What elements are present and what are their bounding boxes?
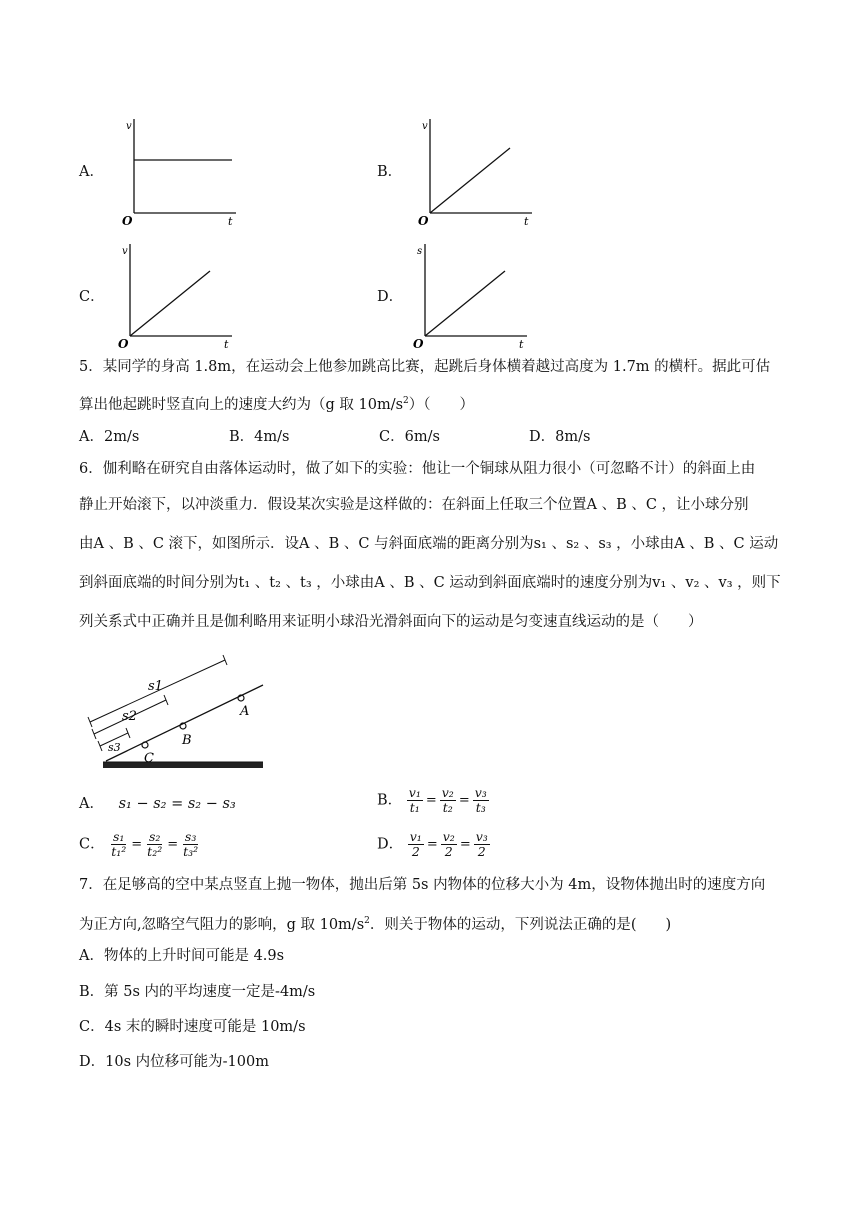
q6-point-b: B <box>182 733 192 748</box>
q4-b-yaxis: v <box>422 121 428 132</box>
q4-a-origin: O <box>122 214 133 227</box>
q4-option-c-label: C． <box>79 289 105 305</box>
q7-option-d: D．10s 内位移可能为-100m <box>79 1054 269 1070</box>
q6-point-a: A <box>240 704 250 719</box>
q4-b-xaxis: t <box>524 215 529 227</box>
q5-option-b: B．4m/s <box>229 429 290 445</box>
q6-point-c: C <box>144 751 154 766</box>
q7-stem-line2: 为正方向,忽略空气阻力的影响，g 取 $10m/s^2$．则关于物体的运动，下列说法正确的是( ) <box>79 916 672 933</box>
q4-c-yaxis: v <box>122 246 128 257</box>
q6-incline-figure <box>78 650 278 780</box>
q6-s1-label: s1 <box>148 679 163 694</box>
q6-ground <box>103 762 263 768</box>
q5-option-a: A．2m/s <box>79 429 140 445</box>
q4-graph-d <box>403 240 533 352</box>
q4-b-line <box>430 148 510 213</box>
q6-option-d: D． $\frac{\text{v₁}}{2}$ = $\frac{\text{v₂}}{2}$ = $\frac{\text{v₃}}{2}$ <box>377 829 488 859</box>
q4-option-a-label: A． <box>79 164 104 180</box>
q7-option-b: B．第 5s 内的平均速度一定是-4m/s <box>79 984 316 1000</box>
q5-stem-line2: 算出他起跳时竖直向上的速度大约为（g 取 $10m/s^2$）（ ） <box>79 396 475 413</box>
q4-c-line <box>130 271 210 336</box>
q5-option-c: C．6m/s <box>379 429 440 445</box>
q6-stem-line1: 6．伽利略在研究自由落体运动时，做了如下的实验：他让一个铜球从阻力很小（可忽略不计）的斜面上由 <box>79 461 756 477</box>
q4-graph-a <box>112 115 242 227</box>
q4-graph-c <box>108 240 238 352</box>
q4-a-xaxis: t <box>228 215 233 227</box>
q6-stem-line5: 列关系式中正确并且是伽利略用来证明小球沿光滑斜面向下的运动是匀变速直线运动的是（ ） <box>79 614 703 630</box>
q5-stem-line1: 5．某同学的身高 1.8m，在运动会上他参加跳高比赛，起跳后身体横着越过高度为 1.7m 的横杆。据此可估 <box>79 359 771 375</box>
q4-c-xaxis: t <box>224 338 229 351</box>
q4-option-b-label: B． <box>377 164 403 180</box>
q7-option-c: C．4s 末的瞬时速度可能是 10m/s <box>79 1019 306 1035</box>
q4-graph-b <box>408 115 538 227</box>
q6-option-a: A． s₁ − s₂ = s₂ − s₃ <box>79 796 236 812</box>
q6-stem-line4: 到斜面底端的时间分别为t₁ 、t₂ 、t₃ ，小球由A 、B 、C 运动到斜面底端时的速度分别为v₁ 、v₂ 、v₃ ，则下 <box>79 575 781 591</box>
q4-option-d-label: D． <box>377 289 404 305</box>
q4-c-origin: O <box>118 337 129 351</box>
q7-stem-line1: 7．在足够高的空中某点竖直上抛一物体，抛出后第 5s 内物体的位移大小为 4m，设物体抛出时的速度方向 <box>79 877 766 893</box>
q7-option-a: A．物体的上升时间可能是 4.9s <box>79 948 285 964</box>
q4-a-yaxis: v <box>126 121 132 132</box>
q4-d-origin: O <box>413 337 424 351</box>
q4-d-yaxis: s <box>417 246 423 257</box>
q4-d-line <box>425 271 505 336</box>
q4-d-xaxis: t <box>519 338 524 351</box>
q5-option-d: D．8m/s <box>529 429 591 445</box>
q6-stem-line2: 静止开始滚下，以冲淡重力．假设某次实验是这样做的：在斜面上任取三个位置A 、B 、C ，让小球分别 <box>79 497 749 513</box>
q6-stem-line3: 由A 、B 、C 滚下，如图所示．设A 、B 、C 与斜面底端的距离分别为s₁ 、s₂ 、s₃ ，小球由A 、B 、C 运动 <box>79 536 779 552</box>
q6-option-b: B． $\frac{\text{v₁}}{\text{t₁}}$ = $\frac{\text{v₂}}{\text{t₂}}$ = $\frac{\text{v₃}}{\text{t₃}}$ <box>377 785 487 815</box>
q6-s2-label: s2 <box>122 709 137 724</box>
q6-s3-label: s3 <box>108 741 121 754</box>
q6-option-c: C． $\frac{\text{s₁}}{\text{t₁²}}$ = $\frac{\text{s₂}}{\text{t₂²}}$ = $\frac{\text{s₃}}{\text{t₃²}}$ <box>79 829 199 859</box>
q6-ball-c <box>142 742 148 748</box>
q4-b-origin: O <box>418 214 429 227</box>
